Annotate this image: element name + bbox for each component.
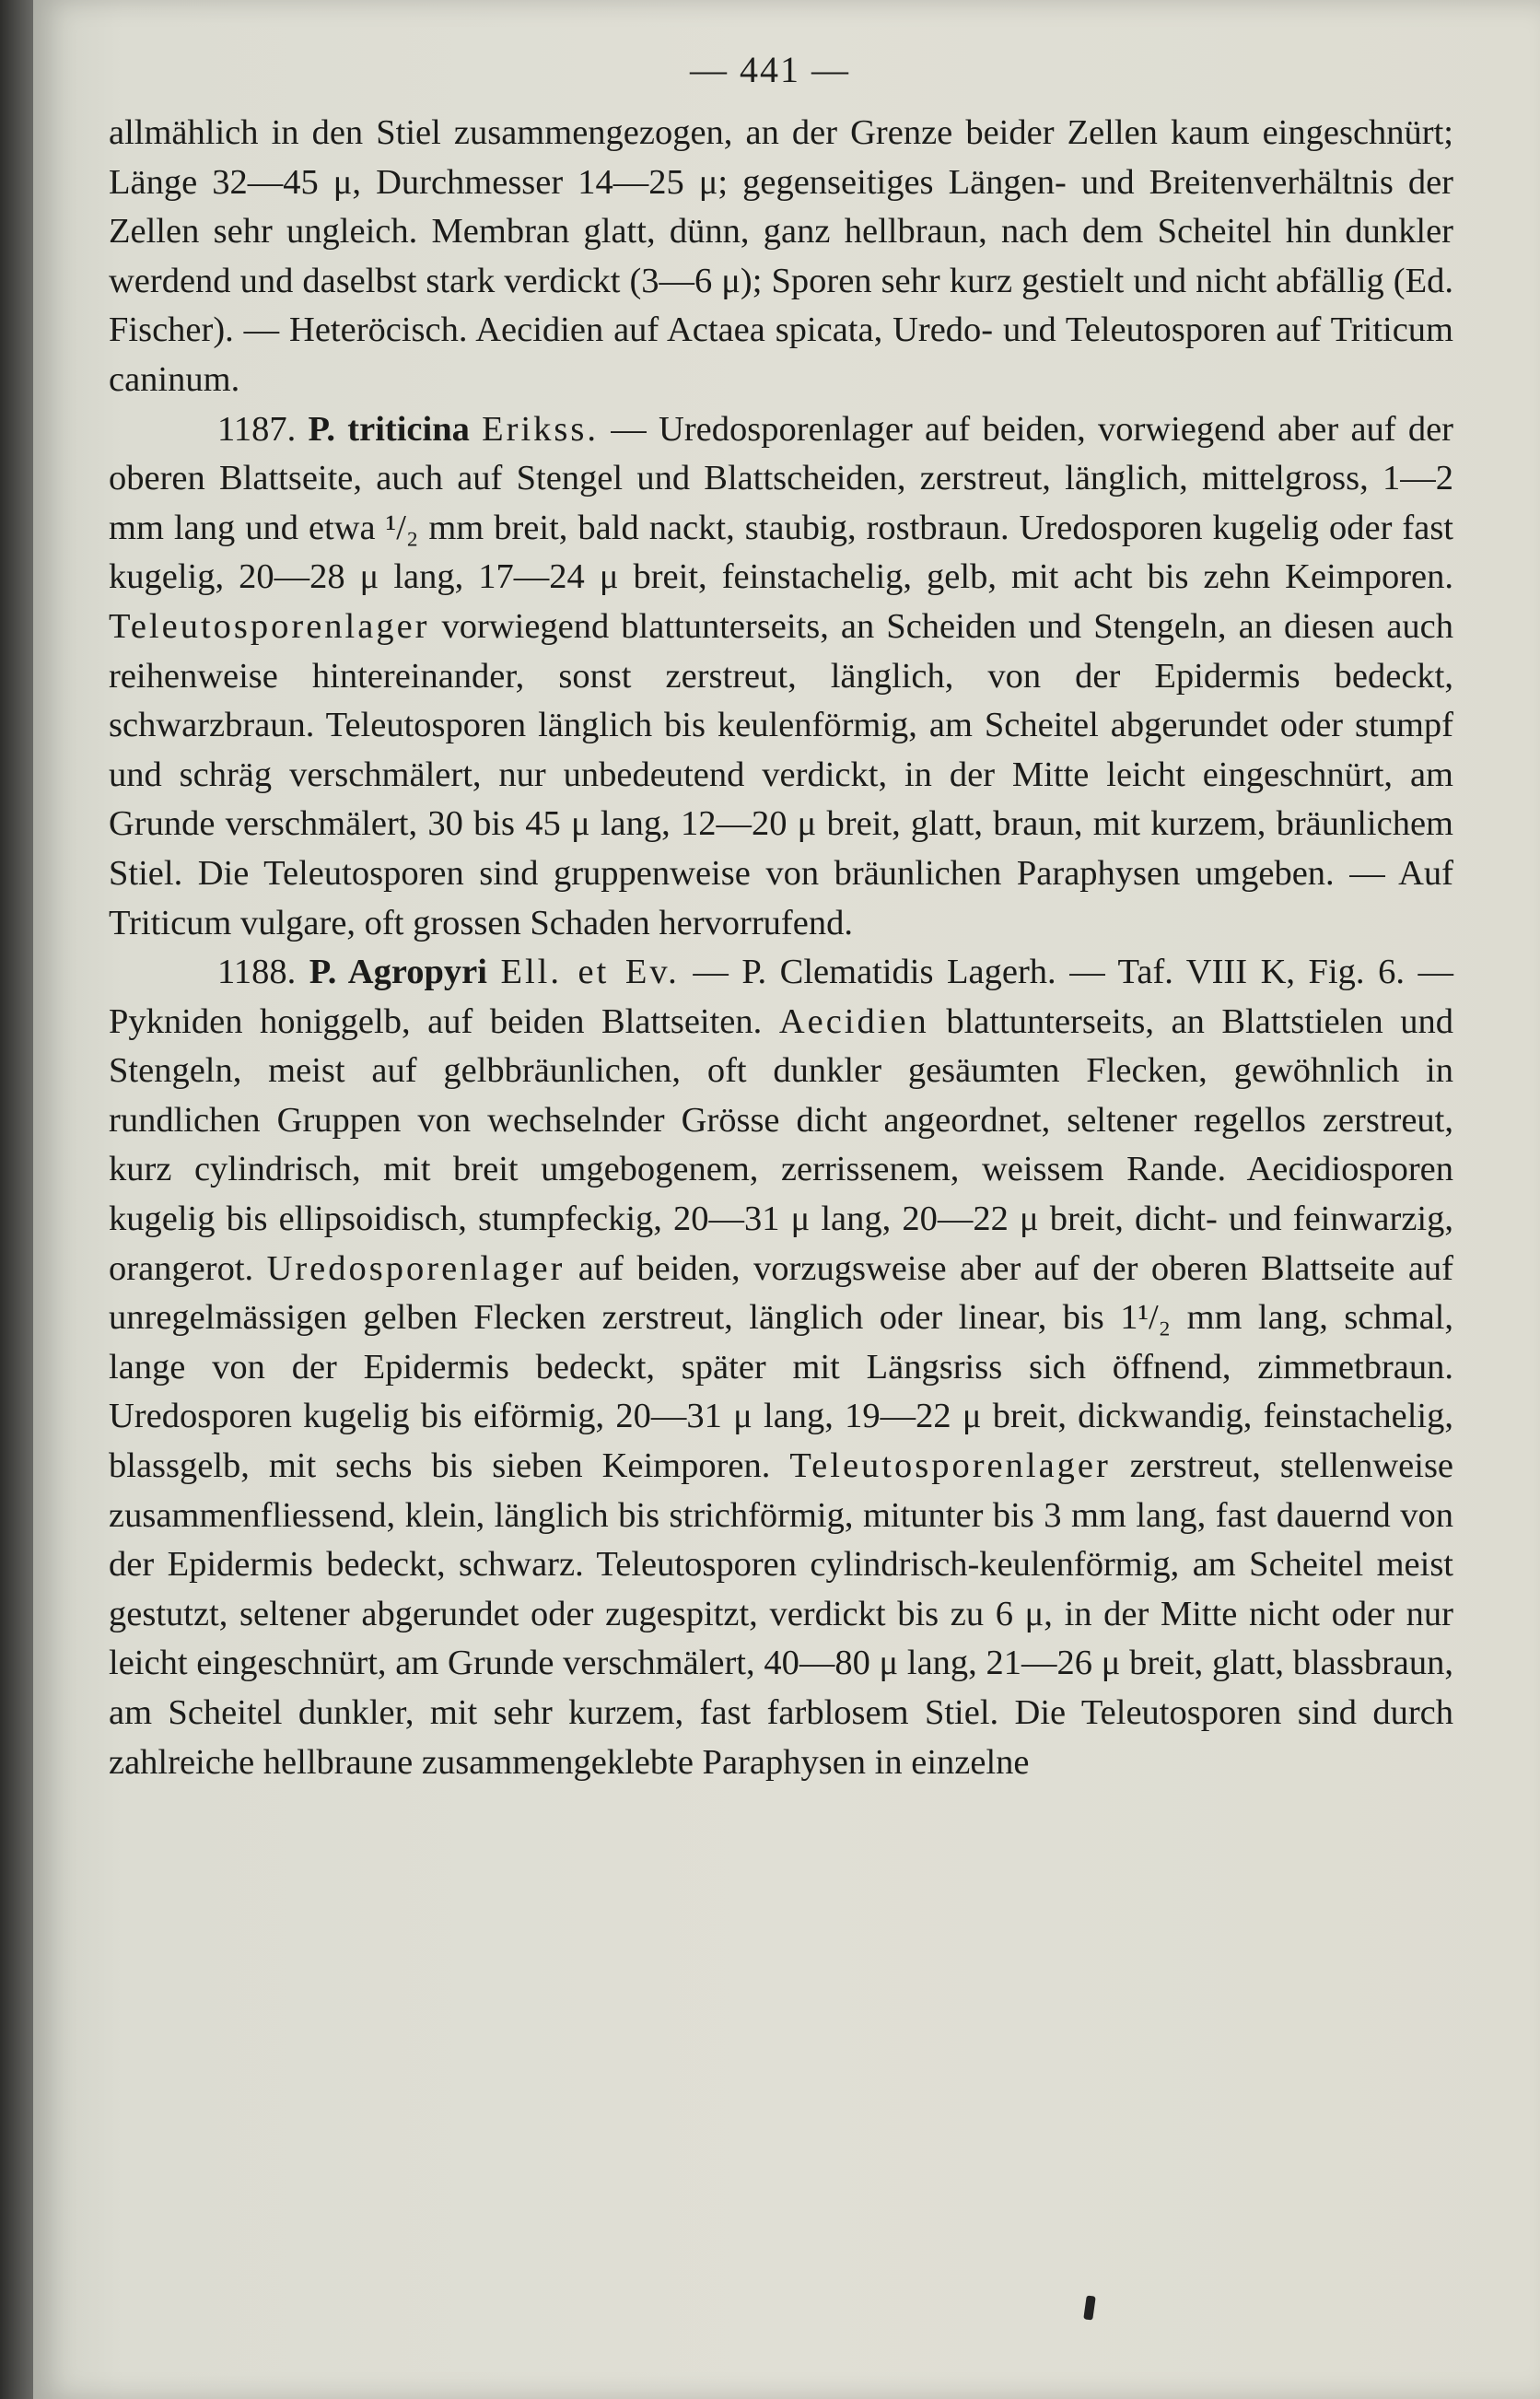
species-name: P. Agropyri <box>309 953 487 992</box>
entry-text: — P. Clematidis Lagerh. — Taf. VIII K, Fig. 6. — Pykniden honiggelb, auf beiden Blattseiten. <box>109 953 1453 1041</box>
entry-text: blattunterseits, an Blattstielen und Stengeln, meist auf gelbbräunlichen, oft dunkler gesäumten Flecken, gewöhnlich in rundlichen Gruppen von wechselnder Grösse dicht angeordnet, seltener regellos zerstreut, kurz cylindrisch, mit breit umgebogenem, zerrissenem, weissem Rande. Aecidiosporen kugelig bis ellipsoidisch, stumpfeckig, 20—31 μ lang, 20—22 μ breit, dicht- und feinwarzig, orangerot. <box>109 1001 1454 1288</box>
species-author: Ell. et Ev. <box>500 953 680 992</box>
entry-text: zerstreut, stellenweise zusammenfliessend, klein, länglich bis strichförmig, mitunter bis 3 mm lang, fast dauernd von der Epidermis bedeckt, schwarz. Teleutosporen cylindrisch-keulenförmig, am Scheitel meist gestutzt, seltener abgerundet oder zugespitzt, verdickt bis zu 6 μ, in der Mitte nicht oder nur leicht eingeschnürt, am Grunde verschmälert, 40—80 μ lang, 21—26 μ breit, glatt, blassbraun, am Scheitel dunkler, mit sehr kurzem, fast farblosem Stiel. Die Teleutosporen sind durch zahlreiche hellbraune zusammengeklebte Paraphysen in einzelne <box>109 1446 1454 1782</box>
section-label-aecidien: Aecidien <box>778 1001 929 1041</box>
species-entry-1188 <box>109 948 1453 1787</box>
species-author: Erikss. <box>482 409 600 449</box>
section-label-teleutosporenlager: Teleutosporenlager <box>789 1446 1111 1486</box>
paragraph-continuation <box>109 109 1453 405</box>
entry-number: 1188. <box>217 953 297 992</box>
section-label-teleutosporenlager: Teleutosporenlager <box>109 606 430 646</box>
section-label-uredosporenlager: Uredosporenlager <box>266 1248 566 1288</box>
page-body <box>109 109 1453 1787</box>
species-name: P. triticina <box>308 409 470 449</box>
entry-text: auf beiden, vorzugsweise aber auf der oberen Blattseite auf unregelmässigen gelben Flecken zerstreut, länglich oder linear, bis 1¹/₂ mm lang, schmal, lange von der Epidermis bedeckt, später mit Längsriss sich öffnend, zimmetbraun. Uredosporen kugelig bis eiförmig, 20—31 μ lang, 19—22 μ breit, dickwandig, feinstachelig, blassgelb, mit sechs bis sieben Keimporen. <box>109 1248 1453 1486</box>
entry-text: — Uredosporenlager auf beiden, vorwiegend aber auf der oberen Blattseite, auch auf Stengel und Blattscheiden, zerstreut, länglich, mittelgross, 1—2 mm lang und etwa ¹/₂ mm breit, bald nackt, staubig, rostbraun. Uredosporen kugelig oder fast kugelig, 20—28 μ lang, 17—24 μ breit, feinstachelig, gelb, mit acht bis zehn Keimporen. <box>109 409 1454 597</box>
entry-text: vorwiegend blattunterseits, an Scheiden und Stengeln, an diesen auch reihenweise hintereinander, sonst zerstreut, länglich, von der Epidermis bedeckt, schwarzbraun. Teleutosporen länglich bis keulenförmig, am Scheitel abgerundet oder stumpf und schräg verschmälert, nur unbedeutend verdickt, in der Mitte leicht eingeschnürt, am Grunde verschmälert, 30 bis 45 μ lang, 12—20 μ breit, glatt, braun, mit kurzem, bräunlichem Stiel. Die Teleutosporen sind gruppenweise von bräunlichen Paraphysen umgeben. — Auf Triticum vulgare, oft grossen Schaden hervorrufend. <box>109 606 1453 942</box>
species-entry-1187 <box>109 405 1453 949</box>
page-number: — 441 — <box>690 49 850 90</box>
entry-number: 1187. <box>217 409 297 449</box>
paragraph-text: allmählich in den Stiel zusammengezogen, an der Grenze beider Zellen kaum eingeschnürt; Länge 32—45 μ, Durchmesser 14—25 μ; gegenseitiges Längen- und Breitenverhältnis der Zellen sehr ungleich. Membran glatt, dünn, ganz hellbraun, nach dem Scheitel hin dunkler werdend und daselbst stark verdickt (3—6 μ); Sporen sehr kurz gestielt und nicht abfällig (Ed. Fischer). — Heteröcisch. Aecidien auf Actaea spicata, Uredo- und Teleutosporen auf Triticum caninum. <box>109 113 1453 399</box>
book-spine-shadow <box>0 0 33 2399</box>
